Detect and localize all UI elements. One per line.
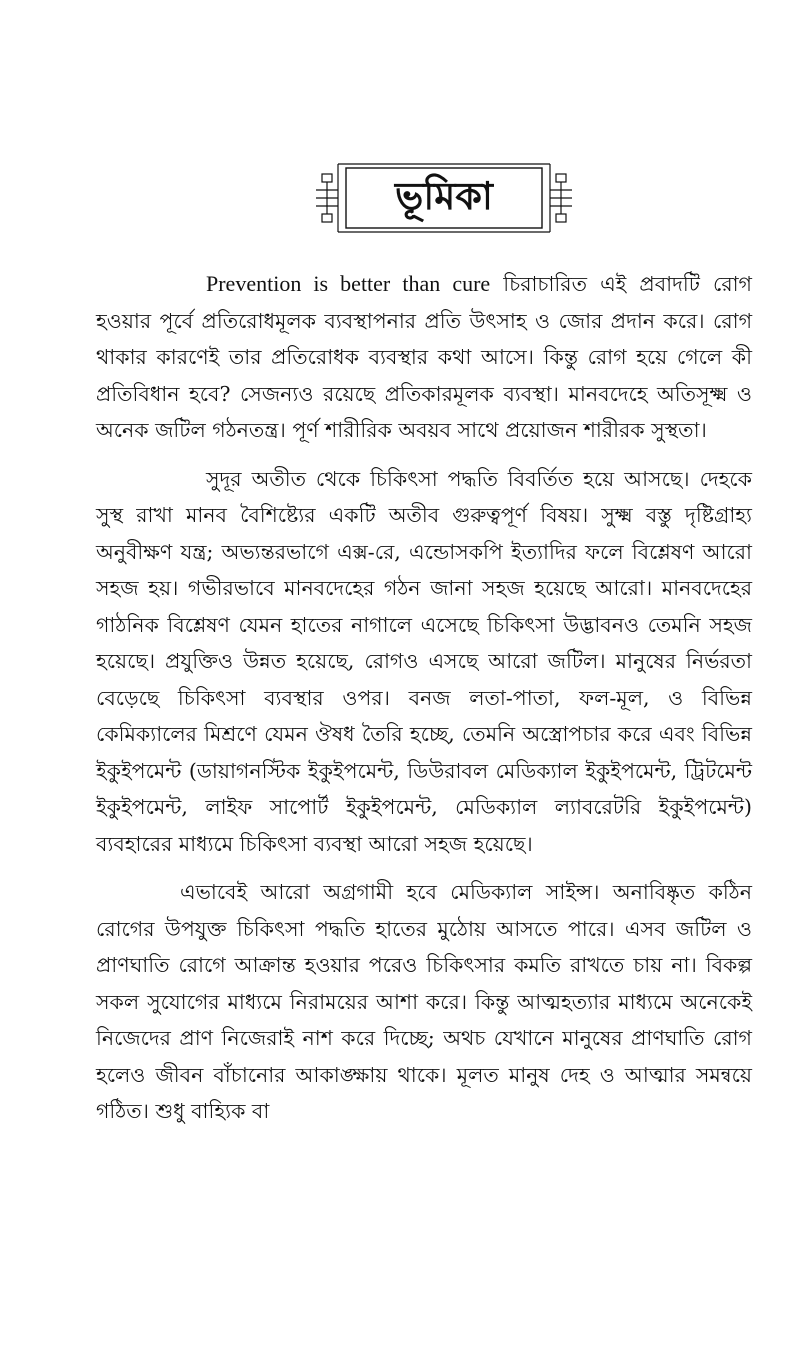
paragraph-1 [96,266,752,449]
paragraph-3: এভাবেই আরো অগ্রগামী হবে মেডিক্যাল সাইন্স। অনাবিষ্কৃত কঠিন রোগের উপযুক্ত চিকিৎসা পদ্ধতি হাতের মুঠোয় আসতে পারে। এসব জটিল ও প্রাণঘাতি রোগে আক্রান্ত হওয়ার পরেও চিকিৎসার কমতি রাখতে চায় না। বিকল্প সকল সুযোগের মাধ্যমে নিরাময়ের আশা করে। কিন্তু আত্মহত্যার মাধ্যমে অনেকেই নিজেদের প্রাণ নিজেরাই নাশ করে দিচ্ছে; অথচ যেখানে মানুষের প্রাণঘাতি রোগ হলেও জীবন বাঁচানোর আকাঙ্ক্ষায় থাকে। মূলত মানুষ দেহ ও আত্মার সমন্বয়ে গঠিত। শুধু বাহ্যিক বা [96,880,752,1123]
paragraph-2: সুদূর অতীত থেকে চিকিৎসা পদ্ধতি বিবর্তিত হয়ে আসছে। দেহকে সুস্থ রাখা মানব বৈশিষ্ট্যের একটি অতীব গুরুত্বপূর্ণ বিষয়। সুক্ষ্ম বস্তু দৃষ্টিগ্রাহ্য অনুবীক্ষণ যন্ত্র; অভ্যন্তরভাগে এক্স-রে, এন্ডোসকপি ইত্যাদির ফলে বিশ্লেষণ আরো সহজ হয়। গভীরভাবে মানবদেহের গঠন জানা সহজ হয়েছে আরো। মানবদেহের গাঠনিক বিশ্লেষণ যেমন হাতের নাগালে এসেছে চিকিৎসা উদ্ভাবনও তেমনি সহজ হয়েছে। প্রযুক্তিও উন্নত হয়েছে, রোগও এসছে আরো জটিল। মানুষের নির্ভরতা বেড়েছে চিকিৎসা ব্যবস্থার ওপর। বনজ লতা-পাতা, ফল-মূল, ও বিভিন্ন কেমিক্যালের মিশ্রণে যেমন ঔষধ তৈরি হচ্ছে, তেমনি অস্ত্রোপচার করে এবং বিভিন্ন ইকুইপমেন্ট (ডায়াগনস্টিক ইকুইপমেন্ট, ডিউরাবল মেডিক্যাল ইকুইপমেন্ট, ট্রিটমেন্ট ইকুইপমেন্ট, লাইফ সাপোর্ট ইকুইপমেন্ট, মেডিক্যাল ল্যাবরেটরি ইকুইপমেন্ট) ব্যবহারের মাধ্যমে চিকিৎসা ব্যবস্থা আরো সহজ হয়েছে। [96,466,752,856]
paragraph-1-text: চিরাচারিত এই প্রবাদটি রোগ হওয়ার পূর্বে প্রতিরোধমূলক ব্যবস্থাপনার প্রতি উৎসাহ ও জোর প্রদান করে। রোগ থাকার কারণেই তার প্রতিরোধক ব্যবস্থার কথা আসে। কিন্তু রোগ হয়ে গেলে কী প্রতিবিধান হবে? সেজন্যও রয়েছে প্রতিকারমূলক ব্যবস্থা। মানবদেহে অতিসূক্ষ্ম ও অনেক জটিল গঠনতন্ত্র। পূর্ণ শারীরিক অবয়ব সাথে প্রয়োজন শারীরক সুস্থতা। [96,272,752,442]
chapter-title: ভূমিকা [395,174,493,218]
english-proverb: Prevention is better than cure [206,271,491,296]
chapter-title-frame [312,160,576,236]
body-text [96,266,752,1142]
